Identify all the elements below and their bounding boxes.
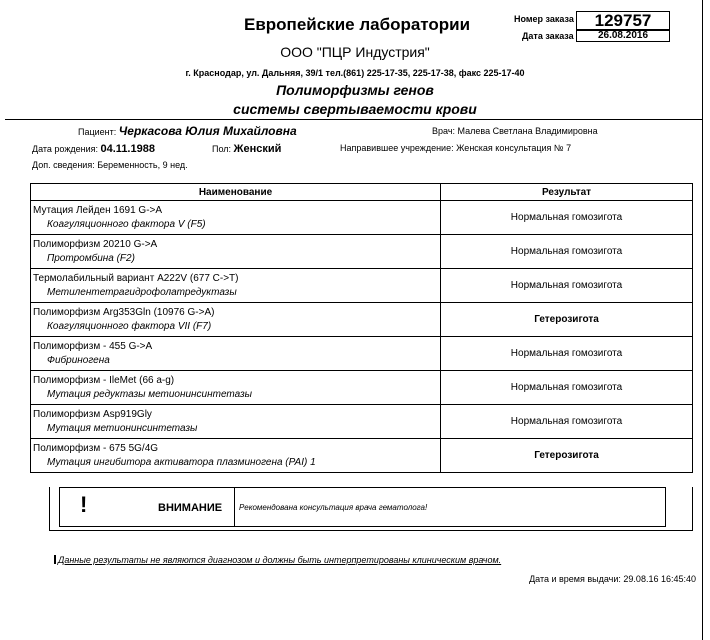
lab-name: Европейские лаборатории bbox=[244, 15, 471, 34]
test-name-cell bbox=[31, 337, 441, 371]
test-subtitle: Коагуляционного фактора VII (F7) bbox=[47, 320, 212, 332]
patient-label: Пациент: bbox=[78, 127, 117, 137]
test-name: Полиморфизм - IleMet (66 a-g) bbox=[33, 374, 175, 386]
patient-row bbox=[78, 124, 297, 138]
table-row bbox=[31, 235, 693, 269]
test-result: Нормальная гомозигота bbox=[441, 405, 693, 439]
birth-row bbox=[32, 143, 155, 155]
test-name-cell bbox=[31, 439, 441, 473]
test-name: Мутация Лейден 1691 G->A bbox=[33, 204, 163, 216]
test-subtitle: Мутация ингибитора активатора плазминогена (PAI) 1 bbox=[47, 456, 316, 468]
test-name: Термолабильный вариант A222V (677 C->T) bbox=[33, 272, 239, 284]
report-title-line1: Полиморфизмы генов bbox=[276, 82, 434, 98]
results-table bbox=[30, 183, 693, 473]
table-row bbox=[31, 439, 693, 473]
institution-row bbox=[340, 143, 571, 153]
sex-value: Женский bbox=[233, 143, 282, 155]
table-row bbox=[31, 201, 693, 235]
order-date-label: Дата заказа bbox=[522, 31, 574, 41]
extra-row bbox=[32, 160, 188, 170]
test-result: Нормальная гомозигота bbox=[441, 235, 693, 269]
table-row bbox=[31, 269, 693, 303]
column-header-result: Результат bbox=[441, 184, 693, 201]
order-date: 26.08.2016 bbox=[576, 30, 670, 42]
company-name: ООО "ПЦР Индустрия" bbox=[280, 44, 430, 60]
table-row bbox=[31, 371, 693, 405]
test-name-cell bbox=[31, 235, 441, 269]
report-title-line2: системы свертываемости крови bbox=[233, 101, 477, 117]
extra-label: Доп. сведения: bbox=[32, 160, 95, 170]
extra-value: Беременность, 9 нед. bbox=[97, 160, 188, 170]
test-subtitle: Фибриногена bbox=[47, 354, 110, 366]
test-subtitle: Протромбина (F2) bbox=[47, 252, 135, 264]
doctor-name: Малева Светлана Владимировна bbox=[457, 126, 598, 136]
test-name-cell bbox=[31, 371, 441, 405]
test-result: Нормальная гомозигота bbox=[441, 337, 693, 371]
test-name: Полиморфизм Asp919Gly bbox=[33, 408, 152, 420]
test-subtitle: Мутация редуктазы метионинсинтетазы bbox=[47, 388, 252, 400]
test-result: Нормальная гомозигота bbox=[441, 269, 693, 303]
column-header-name: Наименование bbox=[31, 184, 441, 201]
institution-value: Женская консультация № 7 bbox=[456, 143, 572, 153]
disclaimer-text: Данные результаты не являются диагнозом и должны быть интерпретированы клиническим врачом. bbox=[58, 555, 502, 565]
header-divider bbox=[5, 119, 702, 120]
test-name: Полиморфизм Arg353Gln (10976 G->A) bbox=[33, 306, 215, 318]
doctor-label: Врач: bbox=[432, 126, 456, 136]
test-name: Полиморфизм - 455 G->A bbox=[33, 340, 153, 352]
attention-box bbox=[59, 487, 666, 527]
company-address: г. Краснодар, ул. Дальняя, 39/1 тел.(861) 225-17-35, 225-17-38, факс 225-17-40 bbox=[185, 68, 525, 78]
birth-label: Дата рождения: bbox=[32, 144, 98, 154]
institution-label: Направившее учреждение: bbox=[340, 143, 454, 153]
disclaimer-marker bbox=[54, 555, 56, 564]
table-row bbox=[31, 303, 693, 337]
test-name-cell bbox=[31, 303, 441, 337]
sex-label: Пол: bbox=[212, 144, 232, 154]
test-name: Полиморфизм 20210 G->A bbox=[33, 238, 158, 250]
test-name-cell bbox=[31, 269, 441, 303]
attention-label: ВНИМАНИЕ bbox=[158, 502, 223, 514]
patient-name: Черкасова Юлия Михайловна bbox=[118, 124, 297, 138]
test-subtitle: Коагуляционного фактора V (F5) bbox=[47, 218, 206, 230]
issue-datetime-row bbox=[0, 574, 696, 584]
test-result: Гетерозигота bbox=[441, 439, 693, 473]
birth-date: 04.11.1988 bbox=[100, 143, 155, 155]
test-subtitle: Метилентетрагидрофолатредуктазы bbox=[47, 286, 237, 298]
exclamation-icon: ! bbox=[80, 492, 88, 517]
sex-row bbox=[212, 143, 281, 155]
table-row bbox=[31, 405, 693, 439]
test-result: Нормальная гомозигота bbox=[441, 201, 693, 235]
test-subtitle: Мутация метионинсинтетазы bbox=[47, 422, 198, 434]
test-result: Нормальная гомозигота bbox=[441, 371, 693, 405]
test-result: Гетерозигота bbox=[441, 303, 693, 337]
issue-label: Дата и время выдачи: bbox=[529, 574, 621, 584]
test-name-cell bbox=[31, 405, 441, 439]
test-name: Полиморфизм - 675 5G/4G bbox=[33, 442, 159, 454]
order-number-label: Номер заказа bbox=[514, 14, 574, 24]
order-number: 129757 bbox=[576, 11, 670, 30]
attention-divider bbox=[234, 488, 235, 526]
table-row bbox=[31, 337, 693, 371]
doctor-row bbox=[432, 126, 598, 136]
test-name-cell bbox=[31, 201, 441, 235]
issue-datetime: 29.08.16 16:45:40 bbox=[623, 574, 696, 584]
table-header-row bbox=[31, 184, 693, 201]
attention-text: Рекомендована консультация врача гематолога! bbox=[239, 503, 428, 512]
